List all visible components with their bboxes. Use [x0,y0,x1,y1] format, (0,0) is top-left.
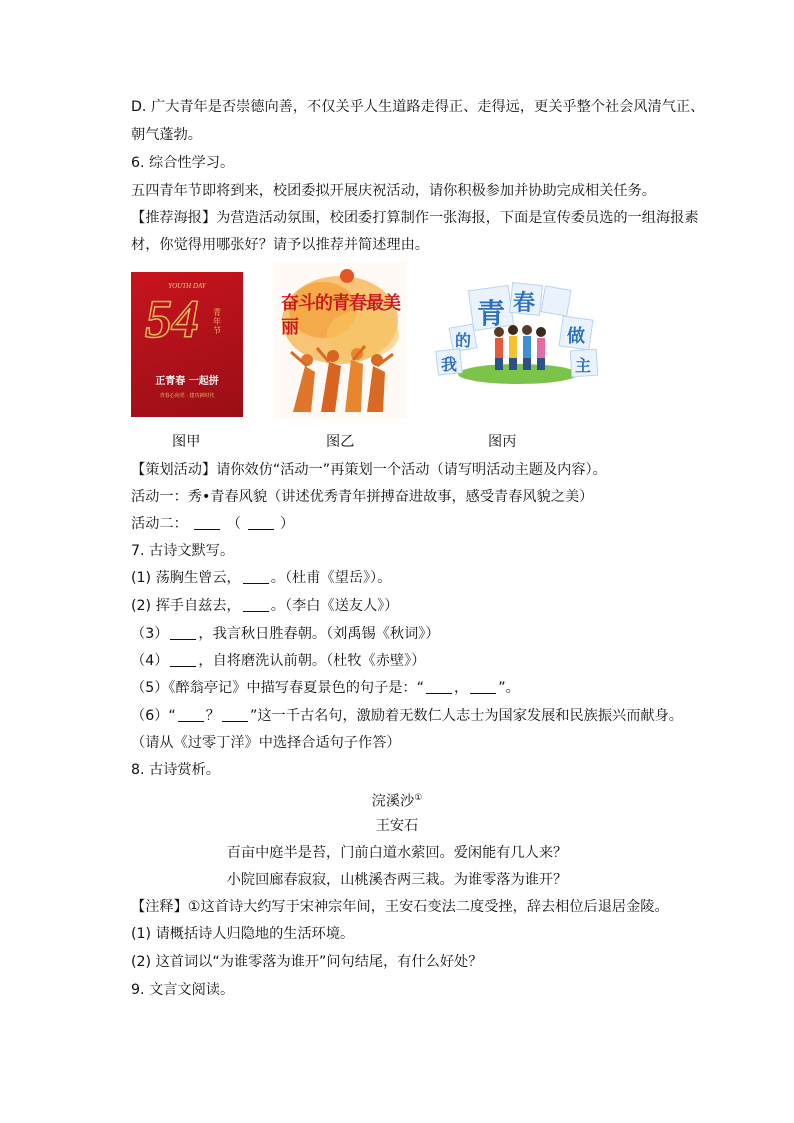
q7-item-5 [131,678,520,698]
poster-bing-tile-zhu: 主 [575,356,592,375]
q7-item-5-blank-a[interactable] [426,679,452,694]
q6-plan-task: 【策划活动】请你效仿“活动一”再策划一个活动（请写明活动主题及内容）。 [131,462,607,478]
poster-jia-slogan: 正青春 一起拼 [155,376,219,387]
q7-item-1-blank[interactable] [243,569,269,584]
q7-item-4-post: ，自将磨洗认前朝。（杜牧《赤壁》） [198,653,426,669]
poster-jia-54: 54 [145,289,199,349]
poster-bing-tile-qing: 青 [477,297,506,330]
q7-item-5-post: ”。 [498,680,520,696]
activity2-theme-blank[interactable] [194,515,220,530]
q7-item-5-pre: （5）《醉翁亭记》中描写春夏景色的句子是：“ [131,680,425,696]
option-d-line2: 朝气蓬勃。 [131,127,202,143]
poster-yi-text: 奋斗的青春最美丽 [281,293,400,338]
q7-title: 7. 古诗文默写。 [131,543,235,559]
activity2-close-paren: ） [280,516,295,532]
poster-yi-image [273,262,407,419]
poem-note: 【注释】①这首诗大约写于宋神宗年间，王安石变法二度受挫，辞去相位后退居金陵。 [131,899,669,915]
q7-item-3-pre: （3） [131,626,169,642]
q8-question-2: (2) 这首词以“为谁零落为谁开”问句结尾，有什么好处？ [131,954,483,970]
q9-title: 9. 文言文阅读。 [131,982,235,998]
poster-bing-image [433,270,603,386]
activity2-prefix: 活动二： [131,516,188,532]
poster-bing-tile-chun: 春 [513,291,536,316]
q7-item-1-post: 。（杜甫《望岳》）。 [270,570,392,586]
poster-yi-art [273,262,407,419]
q7-item-5-mid: ， [454,680,469,696]
q7-item-3-blank[interactable] [170,625,196,640]
q6-activity2 [131,514,294,534]
poster-bing-tile-de: 的 [455,331,472,350]
q7-item-4-blank[interactable] [170,652,196,667]
activity2-open-paren: （ [226,516,241,532]
q7-item-2-post: 。（李白《送友人》） [270,598,399,614]
poster-bing-tile-zuo: 做 [567,326,585,347]
poem-title [0,788,794,812]
q7-item-3-post: ，我言秋日胜春朝。（刘禹锡《秋词》） [198,626,440,642]
q7-item-1 [131,568,391,588]
q7-item-4-pre: （4） [131,653,169,669]
poem-title-text: 浣溪沙 [371,793,415,810]
q7-item-6-pre: （6）“ [131,708,176,724]
q7-item-2 [131,596,398,616]
poem-author: 王安石 [375,818,419,834]
q7-item-6 [131,706,683,726]
q7-item-6-blank-a[interactable] [178,707,204,722]
poem-line-2: 小院回廊春寂寂，山桃溪杏两三栽。为谁零落为谁开？ [226,872,568,888]
q6-title: 6. 综合性学习。 [131,155,235,171]
q6-poster-task-line2: 材，你觉得用哪张好？请予以推荐并简述理由。 [131,237,429,253]
q7-item-5-blank-b[interactable] [470,679,496,694]
q6-intro: 五四青年节即将到来，校团委拟开展庆祝活动，请你积极参加并协助完成相关任务。 [131,183,656,199]
q8-title: 8. 古诗赏析。 [131,762,220,778]
q7-item-2-pre: (2) 挥手自兹去， [131,598,241,614]
poster-jia-youth-day: YOUTH DAY [168,282,206,290]
q7-item-3 [131,624,440,644]
q7-item-2-blank[interactable] [243,597,269,612]
q8-question-1: (1) 请概括诗人归隐地的生活环境。 [131,926,355,942]
poem-line-1: 百亩中庭半是苔，门前白道水萦回。爱闲能有几人来？ [226,845,568,861]
q7-item-6-note: （请从《过零丁洋》中选择合适句子作答） [131,735,401,751]
activity2-content-blank[interactable] [248,515,274,530]
q6-poster-task-line1: 【推荐海报】为营造活动氛围，校团委打算制作一张海报，下面是宣传委员选的一组海报素 [131,210,699,226]
poem-note-mark: ① [414,793,423,803]
q7-item-6-blank-b[interactable] [222,707,248,722]
q7-item-4 [131,651,425,671]
q7-item-6-post: ”这一千古名句，激励着无数仁人志士为国家发展和民族振兴而献身。 [249,708,683,724]
poster-jia-image [131,272,243,417]
option-d-line1: D. 广大青年是否崇德向善，不仅关乎人生道路走得正、走得远，更关乎整个社会风清气正、 [131,99,705,115]
poster-jia-small: 青春心向党 · 建功新时代 [159,393,215,399]
q6-activity1: 活动一：秀•青春风貌（讲述优秀青年拼搏奋进故事，感受青春风貌之美） [131,489,594,505]
poster-jia-festival: 青年节 [213,308,221,335]
q7-item-1-pre: (1) 荡胸生曾云， [131,570,241,586]
poster-jia-caption: 图甲 [172,434,201,450]
q7-item-6-mid: ？ [205,708,220,724]
poster-bing-caption: 图丙 [488,434,517,450]
poster-bing-tile-wo: 我 [441,355,458,374]
poster-yi-caption: 图乙 [326,434,355,450]
